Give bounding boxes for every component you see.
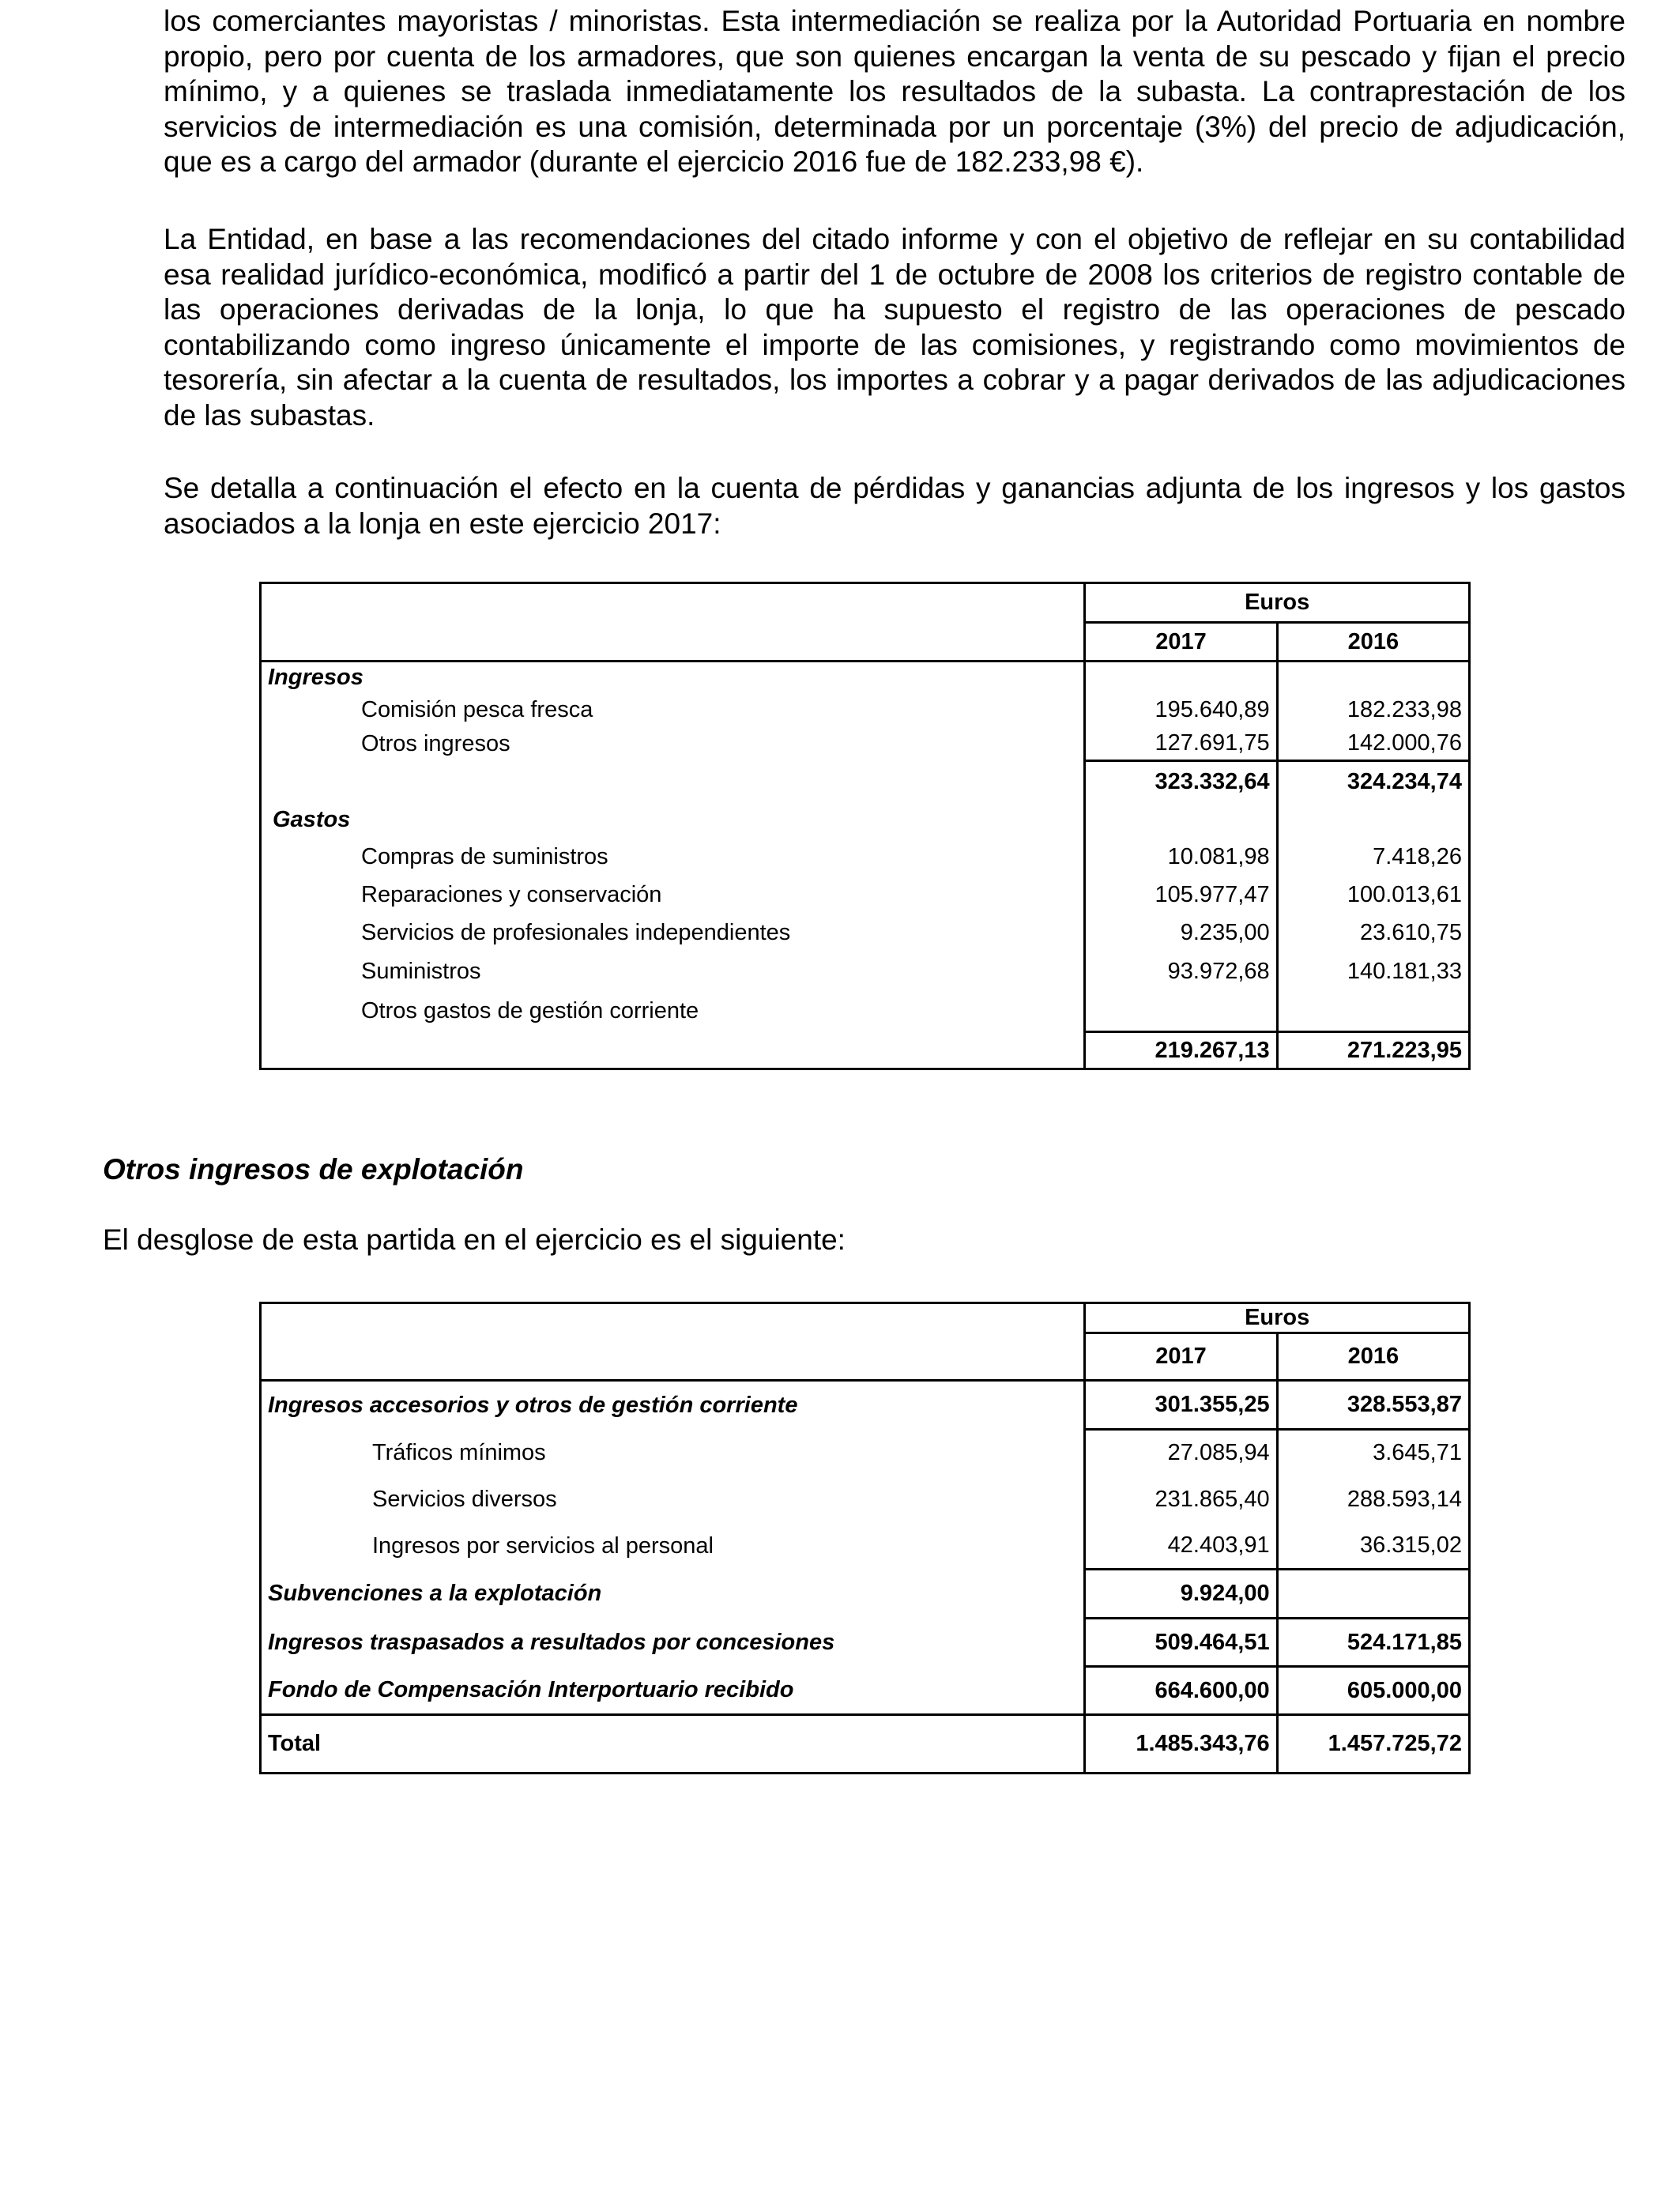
table-row (261, 1381, 1470, 1430)
year-header-2016: 2016 (1277, 1333, 1469, 1381)
table-row (261, 838, 1470, 876)
value-2017: 10.081,98 (1085, 838, 1277, 876)
table-row (261, 1570, 1470, 1619)
value-2016: 182.233,98 (1347, 697, 1462, 722)
year-header-2017: 2017 (1085, 623, 1277, 662)
row-label: Ingresos traspasados a resultados por concesiones (261, 1619, 1085, 1667)
value-2016: 140.181,33 (1347, 958, 1462, 984)
row-label: Ingresos accesorios y otros de gestión corriente (261, 1381, 1085, 1430)
row-label: Servicios de profesionales independientes (261, 914, 1085, 952)
row-label: Servicios diversos (261, 1476, 1085, 1523)
table-row (261, 1476, 1470, 1523)
row-label: Tráficos mínimos (261, 1430, 1085, 1476)
year-header-2016: 2016 (1277, 623, 1469, 662)
table-row (261, 662, 1470, 694)
value-2016: 288.593,14 (1347, 1486, 1462, 1512)
section-intro: El desglose de esta partida en el ejercicio es el siguiente: (103, 1223, 846, 1256)
table-row (261, 876, 1470, 914)
paragraph-criterios-registro: La Entidad, en base a las recomendaciones del citado informe y con el objetivo de reflejar en su contabilidad esa realidad jurídico-económica, modificó a partir del 1 de octubre de 2008 los criterios de registro contable de las operaciones derivadas de la lonja, lo que ha supuesto el registro de las operaciones de pescado contabilizando como ingreso únicamente el importe de las comisiones, y registrando como movimientos de tesorería, sin afectar a la cuenta de resultados, los importes a cobrar y a pagar derivados de las adjudicaciones de las subastas. (164, 223, 1625, 432)
otros-ingresos-explotacion-table (259, 1302, 1471, 1774)
table-row (261, 694, 1470, 727)
row-label: Compras de suministros (261, 838, 1085, 876)
value-2017: 42.403,91 (1085, 1523, 1277, 1570)
table-header-currency (261, 1303, 1470, 1333)
table-header-years (261, 1333, 1470, 1381)
value-2017: 27.085,94 (1085, 1430, 1277, 1476)
value-2017: 105.977,47 (1085, 876, 1277, 914)
subtotal-2017: 219.267,13 (1085, 1032, 1277, 1069)
table-row (261, 803, 1470, 838)
paragraph-detalle-efecto: Se detalla a continuación el efecto en la cuenta de pérdidas y ganancias adjunta de los ingresos y los gastos asociados a la lonja en este ejercicio 2017: (164, 472, 1625, 540)
table-row (261, 991, 1470, 1032)
value-2017: 301.355,25 (1085, 1381, 1277, 1430)
value-2016: 328.553,87 (1277, 1381, 1469, 1430)
total-row (261, 1715, 1470, 1774)
table-row (261, 1667, 1470, 1715)
value-2016: 524.171,85 (1277, 1619, 1469, 1667)
total-2016: 1.457.725,72 (1328, 1731, 1462, 1756)
section-label-gastos: Gastos (261, 803, 1085, 838)
table-header-years (261, 623, 1470, 662)
row-label: Reparaciones y conservación (261, 876, 1085, 914)
value-2017: 9.924,00 (1085, 1570, 1277, 1619)
table-row (261, 1523, 1470, 1570)
value-2016 (1277, 991, 1469, 1032)
section-heading: Otros ingresos de explotación (103, 1153, 524, 1186)
table-row (261, 727, 1470, 761)
value-2017 (1085, 991, 1277, 1032)
value-2017: 127.691,75 (1085, 727, 1277, 761)
subtotal-row-gastos (261, 1032, 1470, 1069)
currency-header: Euros (1085, 583, 1470, 623)
subtotal-row-ingresos (261, 761, 1470, 803)
value-2016: 7.418,26 (1373, 843, 1462, 869)
row-label: Suministros (261, 952, 1085, 991)
value-2017: 9.235,00 (1085, 914, 1277, 952)
total-label: Total (261, 1715, 1085, 1774)
value-2016: 605.000,00 (1277, 1667, 1469, 1715)
paragraph-lonja-intermediacion: los comerciantes mayoristas / minoristas. Esta intermediación se realiza por la Autoridad Portuaria en nombre propio, pero por cuenta de los armadores, que son quienes encargan la venta de su pescado y fijan el precio mínimo, y a quienes se traslada inmediatamente los resultados de la subasta. La contraprestación de los servicios de intermediación es una comisión, determinada por un porcentaje (3%) del precio de adjudicación, que es a cargo del armador (durante el ejercicio 2016 fue de 182.233,98 €). (164, 5, 1625, 179)
value-2016: 100.013,61 (1347, 882, 1462, 907)
lonja-income-expense-table (259, 582, 1471, 1070)
row-label: Otros gastos de gestión corriente (261, 991, 1085, 1032)
year-header-2017: 2017 (1085, 1333, 1277, 1381)
row-label: Otros ingresos (261, 727, 1085, 761)
table-row (261, 1619, 1470, 1667)
value-2016: 36.315,02 (1277, 1523, 1469, 1570)
value-2017: 93.972,68 (1085, 952, 1277, 991)
value-2017: 195.640,89 (1085, 694, 1277, 727)
row-label: Fondo de Compensación Interportuario recibido (261, 1667, 1085, 1715)
value-2017: 231.865,40 (1085, 1476, 1277, 1523)
row-label: Ingresos por servicios al personal (261, 1523, 1085, 1570)
table-row (261, 1430, 1470, 1476)
value-2016: 142.000,76 (1347, 729, 1462, 756)
subtotal-2016: 271.223,95 (1277, 1032, 1469, 1069)
subtotal-2016: 324.234,74 (1277, 761, 1469, 803)
table-row (261, 914, 1470, 952)
value-2017: 664.600,00 (1085, 1667, 1277, 1715)
subtotal-2017: 323.332,64 (1085, 761, 1277, 803)
value-2016: 3.645,71 (1373, 1440, 1462, 1466)
table-row (261, 952, 1470, 991)
row-label: Comisión pesca fresca (261, 694, 1085, 727)
value-2016: 23.610,75 (1359, 920, 1462, 945)
value-2017: 509.464,51 (1085, 1619, 1277, 1667)
currency-header: Euros (1085, 1303, 1470, 1333)
value-2016 (1277, 1570, 1469, 1619)
section-label-ingresos: Ingresos (261, 662, 1085, 694)
table-header-currency (261, 583, 1470, 623)
total-2017: 1.485.343,76 (1085, 1715, 1277, 1774)
row-label: Subvenciones a la explotación (261, 1570, 1085, 1619)
